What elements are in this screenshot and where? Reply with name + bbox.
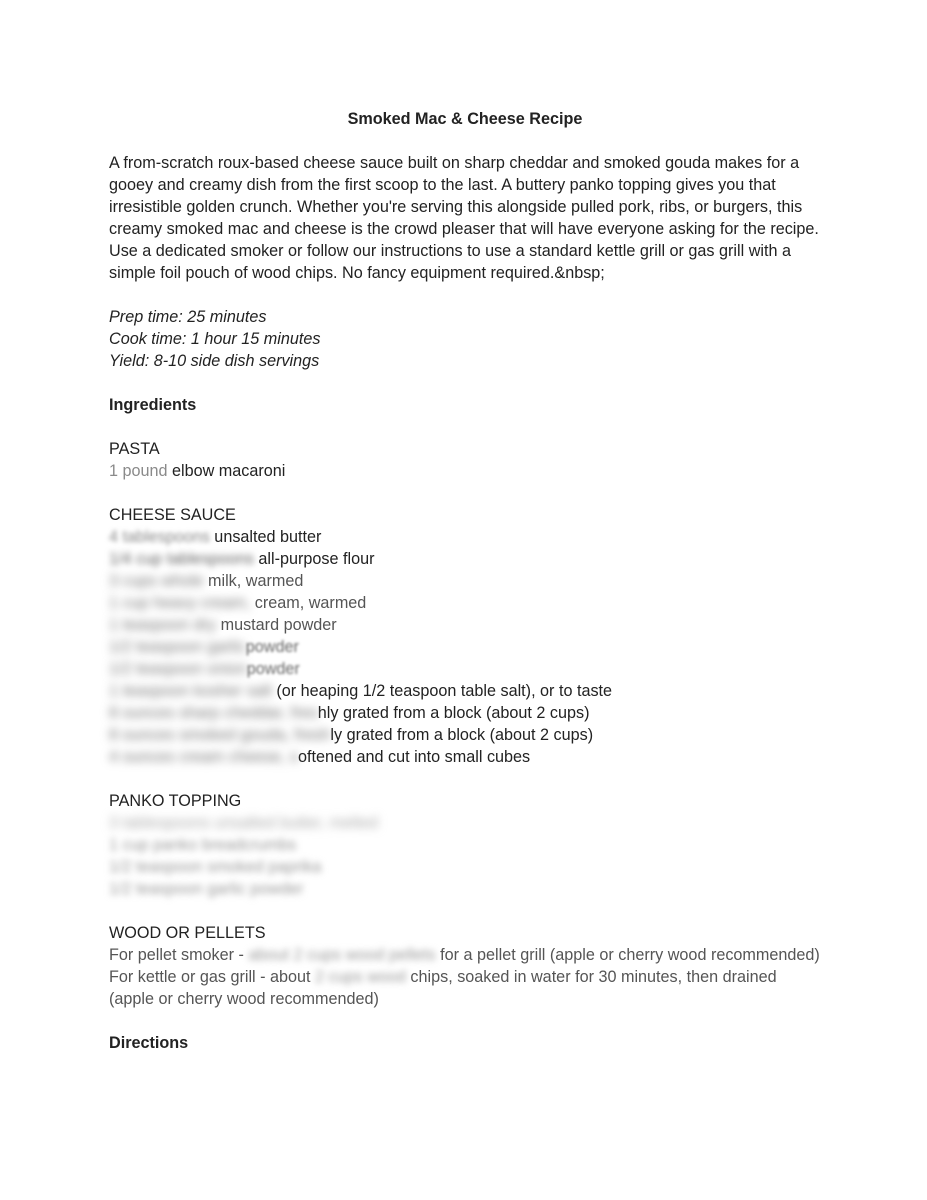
list-item <box>109 834 821 856</box>
recipe-intro: A from-scratch roux-based cheese sauce built on sharp cheddar and smoked gouda makes for a gooey and creamy dish from the first scoop to the last. A buttery panko topping gives you that irresistible golden crunch. Whether you're serving this alongside pulled pork, ribs, or burgers, this creamy smoked mac and cheese is the crowd pleaser that will have everyone asking for the recipe. Use a dedicated smoker or follow our instructions to use a standard kettle grill or gas grill with a simple foil pouch of wood chips. No fancy equipment required.&nbsp; <box>109 154 819 282</box>
ingredients-heading: Ingredients <box>109 396 197 414</box>
list-item <box>109 636 821 658</box>
item-text: For pellet smoker - <box>109 946 249 964</box>
item-text: 3 tablespoons unsalted butter, melted <box>109 814 379 832</box>
item-quantity: 1 teaspoon kosher salt <box>109 682 272 700</box>
item-text: ly grated from a block (about 2 cups) <box>330 726 594 744</box>
item-quantity: 3 cups whole <box>109 572 204 590</box>
item-quantity: 1/4 cup tablespoons <box>109 550 254 568</box>
item-text: 1 cup panko breadcrumbs <box>109 836 297 854</box>
item-quantity: 2 cups wood <box>315 968 406 986</box>
document-page <box>109 108 821 1076</box>
item-text: (or heaping 1/2 teaspoon table salt), or to taste <box>271 682 613 700</box>
item-quantity: 4 tablespoons <box>109 528 210 546</box>
list-item <box>109 548 821 570</box>
wood-title: WOOD OR PELLETS <box>109 924 266 942</box>
wood-section <box>109 922 821 1010</box>
item-text: cream, warmed <box>250 594 367 612</box>
item-text: 1/2 teaspoon garlic powder <box>109 880 304 898</box>
list-item <box>109 724 821 746</box>
cheese-sauce-title: CHEESE SAUCE <box>109 506 236 524</box>
item-text: hly grated from a block (about 2 cups) <box>317 704 590 722</box>
item-text: 1/2 teaspoon smoked paprika <box>109 858 322 876</box>
pasta-title: PASTA <box>109 440 160 458</box>
list-item <box>109 614 821 636</box>
list-item <box>109 570 821 592</box>
recipe-title: Smoked Mac & Cheese Recipe <box>347 110 583 128</box>
list-item <box>109 460 821 482</box>
item-text: oftened and cut into small cubes <box>297 748 531 766</box>
list-item <box>109 878 821 900</box>
item-quantity: about 2 cups wood pellets <box>248 946 436 964</box>
list-item <box>109 944 821 966</box>
item-quantity: 1/2 teaspoon onion <box>109 660 247 678</box>
list-item <box>109 592 821 614</box>
list-item <box>109 856 821 878</box>
item-text: mustard powder <box>216 616 337 634</box>
item-quantity: 1 cup heavy cream, <box>109 594 251 612</box>
item-text: milk, warmed <box>203 572 304 590</box>
cook-time: Cook time: 1 hour 15 minutes <box>109 330 321 348</box>
item-quantity: 8 ounces sharp cheddar, fres <box>109 704 318 722</box>
item-text: chips, soaked in water for 30 minutes, then drained (apple or cherry wood recommended) <box>109 968 777 1008</box>
item-quantity: 4 ounces cream cheese, s <box>109 748 298 766</box>
directions-heading: Directions <box>109 1034 189 1052</box>
prep-time: Prep time: 25 minutes <box>109 308 267 326</box>
item-quantity: 1/2 teaspoon garlic <box>109 638 246 656</box>
panko-title: PANKO TOPPING <box>109 792 242 810</box>
item-quantity: 8 ounces smoked gouda, fresh <box>109 726 331 744</box>
list-item <box>109 702 821 724</box>
item-text: all-purpose flour <box>253 550 375 568</box>
cheese-sauce-section <box>109 504 821 768</box>
pasta-section <box>109 438 821 482</box>
item-text: elbow macaroni <box>167 462 286 480</box>
item-quantity: 1 pound <box>109 462 168 480</box>
list-item <box>109 966 821 1010</box>
list-item <box>109 526 821 548</box>
item-text: powder <box>245 638 299 656</box>
item-text: unsalted butter <box>209 528 322 546</box>
item-text: For kettle or gas grill - about <box>109 968 316 986</box>
list-item <box>109 746 821 768</box>
yield: Yield: 8-10 side dish servings <box>109 352 320 370</box>
item-quantity: 1 teaspoon dry <box>109 616 217 634</box>
panko-section <box>109 790 821 900</box>
item-text: for a pellet grill (apple or cherry wood recommended) <box>435 946 820 964</box>
recipe-meta <box>109 306 821 372</box>
item-text: powder <box>246 660 300 678</box>
list-item <box>109 680 821 702</box>
list-item <box>109 812 821 834</box>
list-item <box>109 658 821 680</box>
